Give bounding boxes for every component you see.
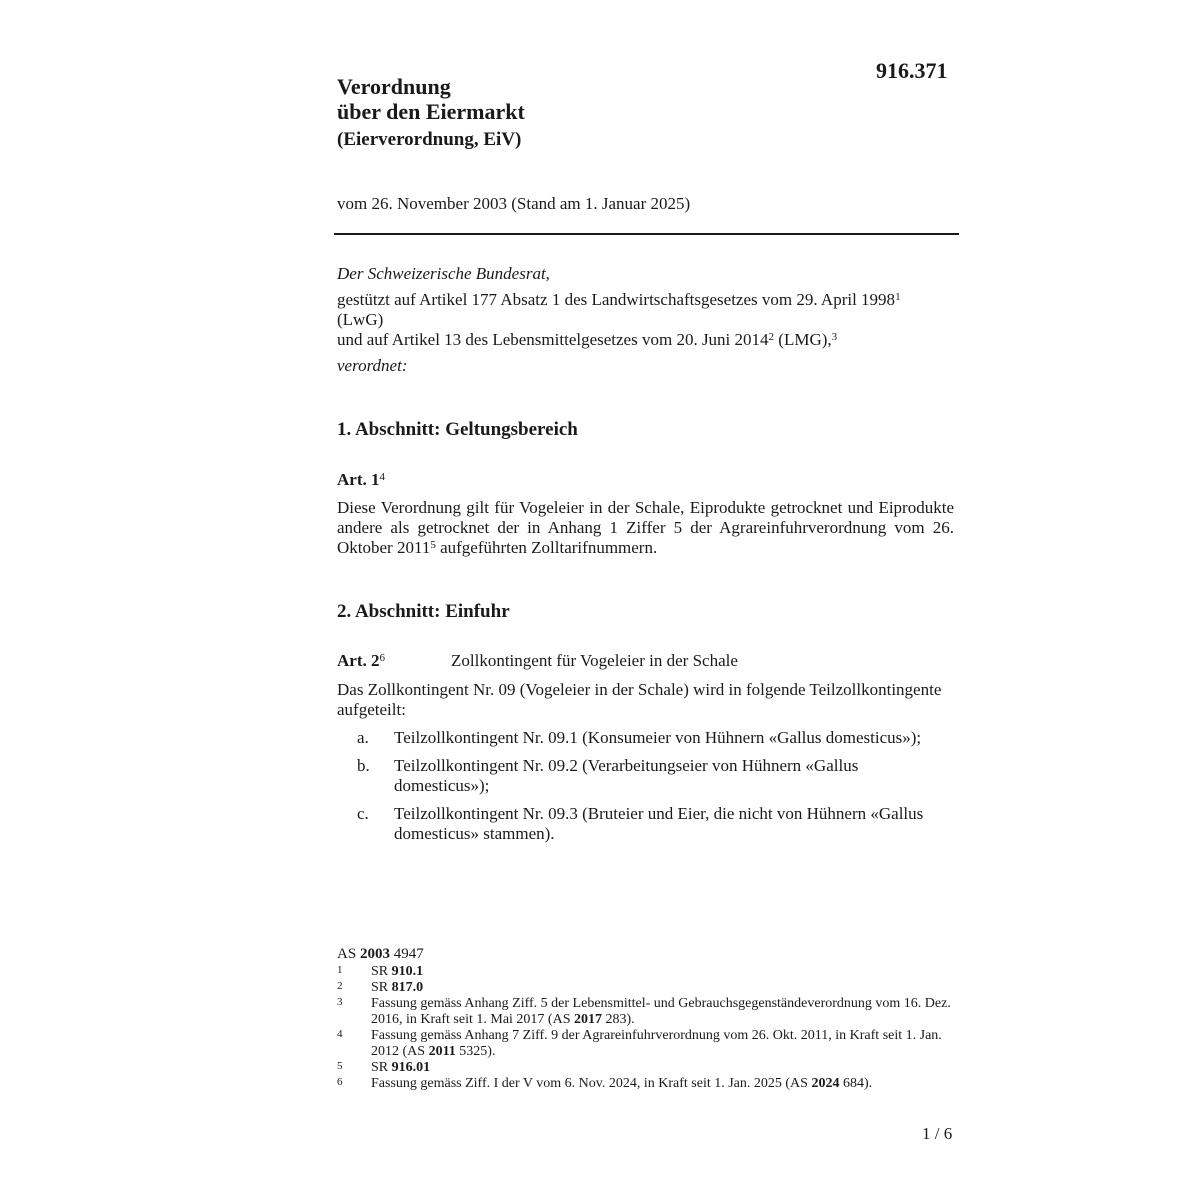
article-2-heading: [337, 651, 957, 671]
preamble-basis-1: [337, 290, 957, 330]
footnote: [337, 964, 957, 980]
section-2-title: 2. Abschnitt: Einfuhr: [337, 601, 510, 622]
list-item-letter: b.: [357, 756, 370, 775]
footnote: [337, 996, 957, 1028]
title-line-2: über den Eiermarkt: [337, 99, 525, 124]
footnote-ref-3[interactable]: 3: [831, 331, 838, 343]
article-1-text-part-2: aufgeführten Zolltarifnummern.: [435, 538, 658, 557]
preamble-enact: verordnet:: [337, 356, 408, 375]
preamble: [337, 264, 957, 376]
footnote-text: Fassung gemäss Anhang 7 Ziff. 9 der Agrareinfuhrverordnung vom 26. Okt. 2011, in Kraft seit 1. Jan. 2012 (AS 2011 5325).: [371, 1028, 942, 1059]
list-item-text: Teilzollkontingent Nr. 09.3 (Bruteier und Eier, die nicht von Hühnern «Gallus domesticus» stammen).: [394, 804, 924, 843]
article-1-label: Art. 1: [337, 470, 380, 489]
document-subtitle: (Eierverordnung, EiV): [337, 129, 522, 150]
footnote-ref-1[interactable]: 1: [895, 291, 901, 303]
footnote-text: SR 817.0: [371, 980, 424, 995]
quota-list: [357, 728, 957, 852]
footnote: [337, 980, 957, 996]
article-1-text-part-1: Diese Verordnung gilt für Vogeleier in der Schale, Eiprodukte getrocknet und Eiprodukte andere als getrocknet der in Anhang 1 Ziffer 5 der Agrareinfuhrverordnung vom 26. Oktober 2011: [337, 498, 954, 557]
list-item-text: Teilzollkontingent Nr. 09.2 (Verarbeitungseier von Hühnern «Gallus domesticus»);: [394, 756, 859, 795]
header-divider: [334, 233, 959, 235]
footnote: [337, 1028, 957, 1060]
footnote-ref-5[interactable]: 5: [430, 539, 436, 551]
footnote-number: 3: [337, 996, 343, 1008]
page-number: 1 / 6: [922, 1124, 953, 1143]
list-item: [357, 756, 957, 796]
section-1-title: 1. Abschnitt: Geltungsbereich: [337, 419, 578, 440]
sr-number: 916.371: [876, 58, 948, 83]
document-date: vom 26. November 2003 (Stand am 1. Januar 2025): [337, 194, 691, 213]
article-2-title: Zollkontingent für Vogeleier in der Schale: [451, 651, 738, 670]
basis-1-abbr: (LwG): [337, 310, 384, 329]
as-year: 2003: [359, 946, 390, 962]
title-line-1: Verordnung: [337, 74, 451, 99]
footnote-number: 4: [337, 1028, 343, 1040]
article-1-heading: [337, 470, 385, 490]
document-title: [337, 74, 525, 124]
article-1-text: [337, 498, 954, 558]
footnote-text: Fassung gemäss Anhang Ziff. 5 der Lebensmittel- und Gebrauchsgegenständeverordnung vom 16. Dez. 2016, in Kraft seit 1. Mai 2017 (AS 2017 283).: [371, 996, 951, 1027]
basis-2-abbr: (LMG),: [774, 330, 832, 349]
article-2-intro: Das Zollkontingent Nr. 09 (Vogeleier in der Schale) wird in folgende Teilzollkontingente aufgeteilt:: [337, 680, 942, 719]
footnote-number: 1: [337, 964, 343, 976]
footnote-number: 6: [337, 1076, 343, 1088]
list-item: [357, 804, 957, 844]
footnote: [337, 1076, 957, 1092]
as-reference: [337, 946, 957, 962]
article-2-label: Art. 2: [337, 651, 380, 670]
list-item-letter: a.: [357, 728, 369, 747]
footnote-text: SR 910.1: [371, 964, 424, 979]
footnote-ref-2[interactable]: 2: [768, 331, 775, 343]
as-prefix: AS: [337, 946, 360, 962]
footnote-number: 5: [337, 1060, 343, 1072]
footnote-ref-6[interactable]: 6: [379, 652, 385, 664]
basis-2-text: und auf Artikel 13 des Lebensmittelgesetzes vom 20. Juni 2014: [337, 330, 769, 349]
preamble-authority: Der Schweizerische Bundesrat,: [337, 264, 550, 283]
as-page: 4947: [389, 946, 424, 962]
list-item: [357, 728, 957, 748]
footnote-number: 2: [337, 980, 343, 992]
preamble-basis-2: [337, 330, 957, 350]
footnote-ref-4[interactable]: 4: [379, 471, 385, 483]
footnote-text: SR 916.01: [371, 1060, 431, 1075]
list-item-letter: c.: [357, 804, 369, 823]
footnotes: [337, 946, 957, 1092]
footnote: [337, 1060, 957, 1076]
article-2-number: [337, 651, 451, 671]
list-item-text: Teilzollkontingent Nr. 09.1 (Konsumeier von Hühnern «Gallus domesticus»);: [394, 728, 922, 747]
basis-1-text: gestützt auf Artikel 177 Absatz 1 des Landwirtschaftsgesetzes vom 29. April 1998: [337, 290, 896, 309]
footnote-text: Fassung gemäss Ziff. I der V vom 6. Nov. 2024, in Kraft seit 1. Jan. 2025 (AS 2024 684).: [371, 1076, 873, 1091]
